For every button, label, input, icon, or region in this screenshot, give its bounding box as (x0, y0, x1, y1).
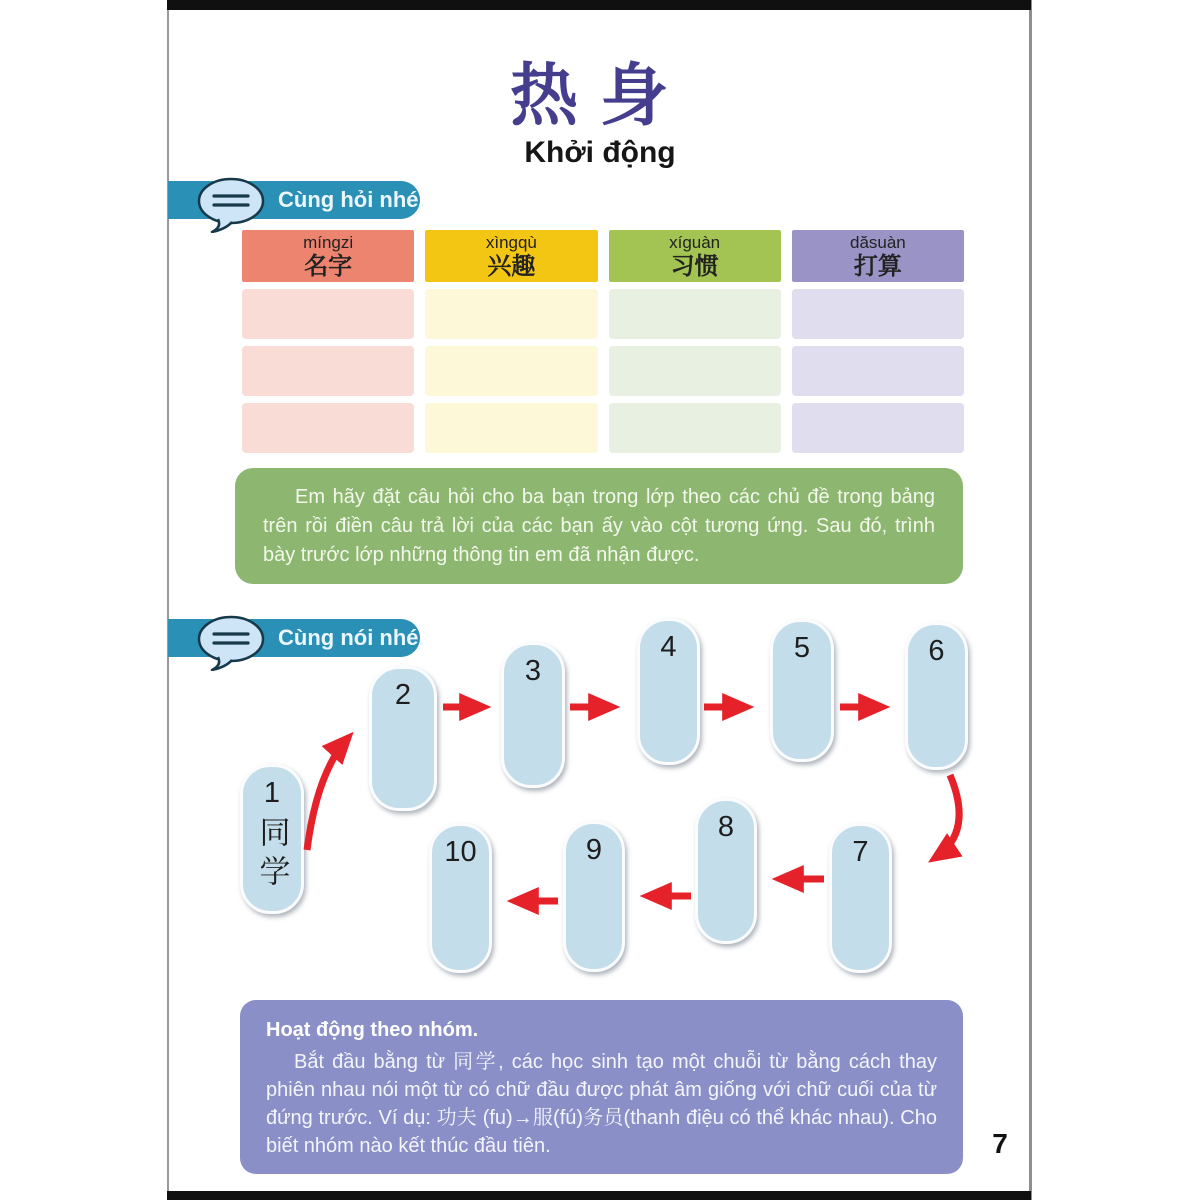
table-empty-cell (242, 346, 414, 396)
header-hanzi: 打算 (853, 251, 902, 280)
header-hanzi: 习惯 (670, 251, 719, 280)
group-activity-heading: Hoạt động theo nhóm. (266, 1019, 479, 1041)
table-empty-cell (609, 289, 781, 339)
page-edge-bottom (167, 1191, 1031, 1200)
flow-box-number: 3 (524, 655, 542, 687)
table-header-xiguan (609, 230, 781, 282)
speech-bubble-icon (196, 613, 268, 671)
flow-box-1 (240, 764, 304, 914)
instruction-box-speak (240, 1000, 963, 1174)
flow-box-9 (563, 821, 625, 972)
header-pinyin: xíguàn (669, 233, 721, 252)
flow-box-number: 2 (394, 679, 412, 711)
section-banner-ask (168, 181, 425, 219)
flow-box-3 (501, 642, 565, 788)
page-title-vietnamese: Khởi động (524, 136, 676, 169)
flow-box-number: 1 (263, 777, 281, 809)
table-empty-cell (425, 289, 597, 339)
question-table (242, 230, 964, 453)
flow-box-7 (829, 823, 892, 973)
header-pinyin: míngzi (303, 233, 354, 252)
table-empty-cell (609, 403, 781, 453)
banner-speak-label: Cùng nói nhé. (278, 625, 425, 650)
header-pinyin: xìngqù (485, 233, 537, 252)
flow-box-number: 8 (717, 811, 735, 843)
flow-box-2 (369, 666, 437, 811)
table-header-xingqu (425, 230, 597, 282)
section-banner-speak (168, 619, 425, 657)
table-empty-cell (242, 403, 414, 453)
flow-box-10 (429, 823, 492, 973)
page-title-chinese: 热身 (509, 56, 690, 136)
header-hanzi: 名字 (304, 251, 353, 280)
table-empty-cell (792, 403, 964, 453)
table-empty-cell (425, 403, 597, 453)
flow-box-number: 5 (793, 632, 811, 664)
flow-box-number: 7 (852, 836, 869, 868)
flow-box-number: 4 (660, 631, 677, 663)
flow-box-number: 6 (928, 635, 945, 667)
header-pinyin: dăsuàn (849, 233, 906, 252)
page-number: 7 (992, 1128, 1008, 1159)
table-empty-cell (425, 346, 597, 396)
arrow-1-to-2 (307, 738, 348, 850)
table-empty-cell (792, 289, 964, 339)
table-header-mingzi (242, 230, 414, 282)
arrow-6-to-7 (935, 775, 959, 858)
page-edge-top (167, 0, 1031, 10)
table-empty-cell (792, 346, 964, 396)
table-empty-cell (242, 289, 414, 339)
speech-bubble-icon (196, 175, 268, 233)
flow-box-5 (770, 619, 834, 762)
page-edge-left (167, 0, 169, 1200)
table-empty-cell (609, 346, 781, 396)
instruction-box-ask: Em hãy đặt câu hỏi cho ba bạn trong lớp theo các chủ đề trong bảng trên rồi điền câu trả lời của các bạn ấy vào cột tương ứng. Sau đó, trình bày trước lớp những thông tin em đã nhận được. (235, 468, 963, 584)
flow-box-number: 10 (444, 836, 477, 868)
group-activity-body: Bắt đầu bằng từ 同学, các học sinh tạo một chuỗi từ bằng cách thay phiên nhau nói một từ có chữ đầu được phát âm giống với chữ cuối của từ đứng trước. Ví dụ: 功夫 (fu)→服(fú)务员(thanh điệu có thể khác nhau). Cho biết nhóm nào kết thúc đầu tiên. (266, 1051, 937, 1157)
flow-box-word: 同学 (253, 816, 290, 894)
banner-ask-label: Cùng hỏi nhé. (278, 187, 425, 212)
page-edge-right (1029, 0, 1032, 1200)
table-header-dasuan (792, 230, 964, 282)
flow-box-6 (905, 622, 968, 770)
flow-box-number: 9 (585, 834, 603, 866)
flow-box-8 (695, 798, 757, 944)
flow-box-4 (637, 618, 700, 765)
header-hanzi: 兴趣 (487, 251, 536, 280)
